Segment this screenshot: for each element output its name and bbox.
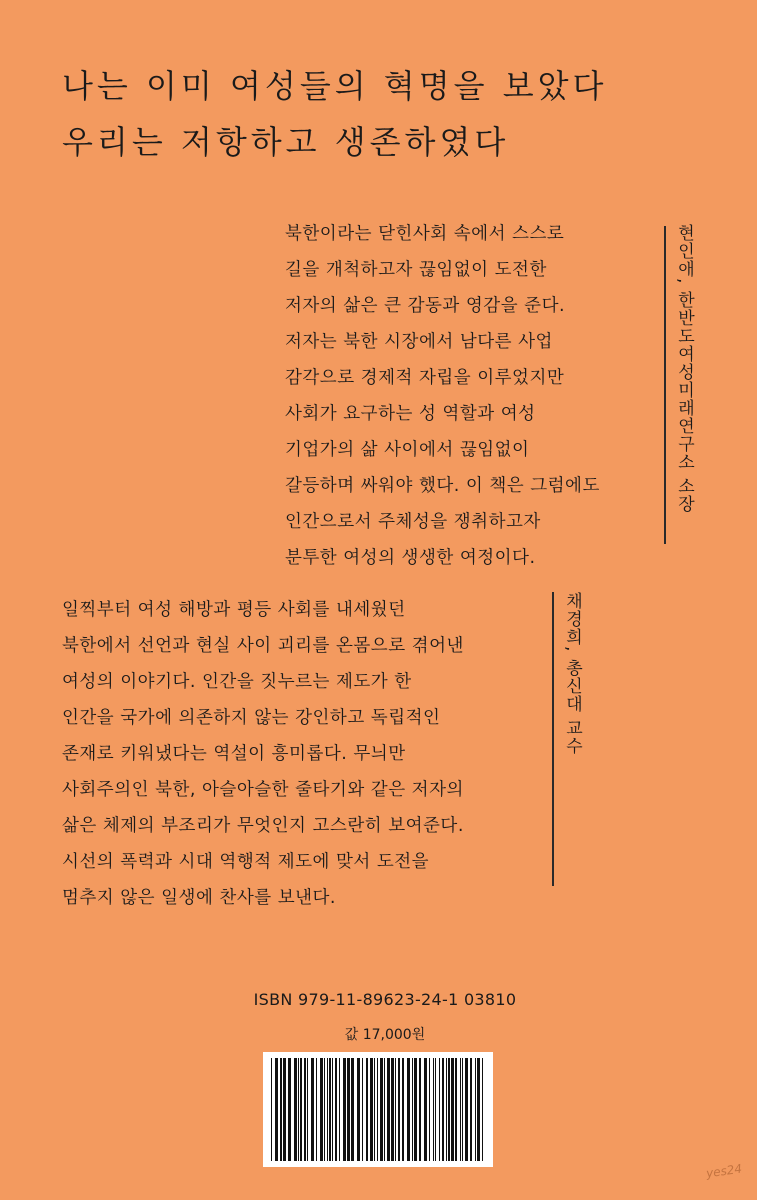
barcode-bar	[477, 1058, 480, 1161]
barcode-bar	[462, 1058, 463, 1161]
barcode-bar	[433, 1058, 434, 1161]
barcode-bar	[329, 1058, 331, 1161]
quote-line: 갈등하며 싸워야 했다. 이 책은 그럼에도	[285, 476, 600, 496]
barcode-bar	[391, 1058, 394, 1161]
watermark-logo: yes24	[705, 1161, 743, 1181]
barcode-bar	[300, 1058, 302, 1161]
barcode-bar	[398, 1058, 400, 1161]
barcode-bar	[316, 1058, 317, 1161]
quote-line: 북한에서 선언과 현실 사이 괴리를 온몸으로 겪어낸	[62, 636, 464, 656]
headline-line-2: 우리는 저항하고 생존하였다	[62, 123, 510, 161]
barcode-bar	[362, 1058, 363, 1161]
barcode-bar	[374, 1058, 375, 1161]
quote-line: 일찍부터 여성 해방과 평등 사회를 내세웠던	[62, 600, 406, 620]
barcode-bar	[327, 1058, 328, 1161]
barcode-bar	[283, 1058, 286, 1161]
barcode-bar	[446, 1058, 447, 1161]
headline	[62, 58, 607, 170]
quote-1-credit: 현인애, 한반도여성미래연구소 소장	[674, 224, 694, 514]
barcode-bar	[435, 1058, 436, 1161]
barcode-bar	[439, 1058, 440, 1161]
barcode-bar	[451, 1058, 454, 1161]
quote-line: 저자의 삶은 큰 감동과 영감을 준다.	[285, 296, 566, 316]
barcode-bar	[442, 1058, 444, 1161]
quote-line: 감각으로 경제적 자립을 이루었지만	[285, 368, 565, 388]
quote-2-divider	[552, 592, 554, 886]
endorsement-quote-1	[285, 216, 600, 576]
barcode-bar	[387, 1058, 390, 1161]
barcode-bar	[414, 1058, 417, 1161]
barcode-bar	[455, 1058, 457, 1161]
quote-line: 분투한 여성의 생생한 여정이다.	[285, 548, 536, 568]
quote-line: 존재로 키워냈다는 역설이 흥미롭다. 무늬만	[62, 744, 406, 764]
barcode-bar	[347, 1058, 350, 1161]
barcode-bar	[419, 1058, 421, 1161]
barcode-bar	[402, 1058, 404, 1161]
barcode-bar	[429, 1058, 430, 1161]
barcode-bar	[384, 1058, 385, 1161]
barcode-bar	[311, 1058, 314, 1161]
quote-1-divider	[664, 226, 666, 544]
price-label: 값 17,000원	[344, 1027, 426, 1043]
quote-line: 사회주의인 북한, 아슬아슬한 줄타기와 같은 저자의	[62, 780, 464, 800]
quote-line: 저자는 북한 시장에서 남다른 사업	[285, 332, 553, 352]
headline-line-1: 나는 이미 여성들의 혁명을 보았다	[62, 67, 608, 105]
quote-line: 멈추지 않은 일생에 찬사를 보낸다.	[62, 888, 336, 908]
barcode-bar	[324, 1058, 325, 1161]
barcode-bar	[275, 1058, 278, 1161]
barcode-bar	[424, 1058, 427, 1161]
barcode-bar	[320, 1058, 323, 1161]
quote-line: 인간을 국가에 의존하지 않는 강인하고 독립적인	[62, 708, 441, 728]
quote-line: 기업가의 삶 사이에서 끊임없이	[285, 440, 530, 460]
barcode-bar	[366, 1058, 368, 1161]
barcode-bar	[304, 1058, 306, 1161]
quote-line: 북한이라는 닫힌사회 속에서 스스로	[285, 224, 565, 244]
quote-line: 사회가 요구하는 성 역할과 여성	[285, 404, 536, 424]
barcode-bar	[343, 1058, 346, 1161]
quote-line: 시선의 폭력과 시대 역행적 제도에 맞서 도전을	[62, 852, 430, 872]
barcode-bar	[280, 1058, 282, 1161]
barcode-bar	[357, 1058, 360, 1161]
barcode-bar	[370, 1058, 373, 1161]
barcode-bar	[271, 1058, 272, 1161]
quote-line: 길을 개척하고자 끊임없이 도전한	[285, 260, 547, 280]
quote-line: 여성의 이야기다. 인간을 짓누르는 제도가 한	[62, 672, 412, 692]
barcode-bar	[335, 1058, 337, 1161]
barcode	[263, 1052, 493, 1167]
barcode-bar	[332, 1058, 333, 1161]
barcode-bar	[307, 1058, 308, 1161]
isbn-number: ISBN 979-11-89623-24-1 03810	[253, 990, 517, 1009]
barcode-bar	[288, 1058, 291, 1161]
barcode-bar	[465, 1058, 468, 1161]
barcode-bar	[377, 1058, 378, 1161]
barcode-bar	[448, 1058, 450, 1161]
barcode-bar	[339, 1058, 340, 1161]
barcode-bar	[351, 1058, 354, 1161]
quote-line: 삶은 체제의 부조리가 무엇인지 고스란히 보여준다.	[62, 816, 464, 836]
barcode-bar	[482, 1058, 483, 1161]
barcode-bar	[294, 1058, 297, 1161]
barcode-bar	[470, 1058, 472, 1161]
barcode-bar	[380, 1058, 383, 1161]
endorsement-quote-2	[62, 592, 464, 916]
barcode-bar	[407, 1058, 410, 1161]
barcode-bar	[298, 1058, 299, 1161]
quote-line: 인간으로서 주체성을 쟁취하고자	[285, 512, 541, 532]
barcode-bar	[460, 1058, 461, 1161]
barcode-bar	[395, 1058, 396, 1161]
quote-2-credit: 채경희, 총신대 교수	[562, 592, 582, 756]
barcode-bar	[475, 1058, 476, 1161]
barcode-bar	[412, 1058, 413, 1161]
